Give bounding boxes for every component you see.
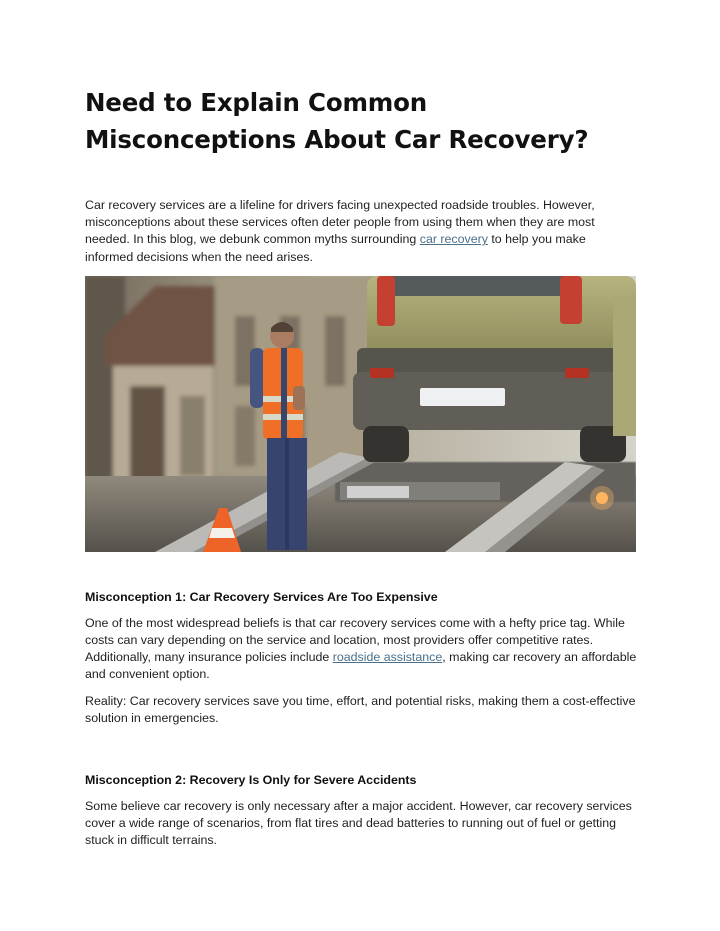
section-2-heading: Misconception 2: Recovery Is Only for Severe Accidents xyxy=(85,773,417,788)
page-title: Need to Explain Common Misconceptions About Car Recovery? xyxy=(85,88,589,154)
section-2-body: Some believe car recovery is only necessary after a major accident. However, car recovery services cover a wide range of scenarios, from flat tires and dead batteries to running out of fuel or getting stuck in difficult terrains. xyxy=(85,799,632,848)
section-1-heading: Misconception 1: Car Recovery Services Are Too Expensive xyxy=(85,589,438,604)
intro-paragraph xyxy=(85,197,637,266)
car-recovery-link[interactable]: car recovery xyxy=(419,232,488,247)
tow-truck-photo-icon xyxy=(85,276,636,552)
roadside-assistance-link[interactable]: roadside assistance xyxy=(332,650,443,665)
section-1-reality: Reality: Car recovery services save you time, effort, and potential risks, making them a cost-effective solution in emergencies. xyxy=(85,693,636,725)
intro-text-start: Car recovery services are a lifeline for drivers facing unexpected roadside troubles. However, misconceptions about these services often deter people from using them when they are most needed. In this blog, we debunk common myths surrounding xyxy=(85,198,595,247)
section-1-body xyxy=(85,615,637,684)
section-1-text-start: One of the most widespread beliefs is that car recovery services come with a hefty price tag. While costs can vary depending on the service and location, most providers offer competitive rates. Additionally, many insurance policies include xyxy=(85,615,625,665)
article xyxy=(85,84,637,850)
intro-text-end: to help you make informed decisions when the need arises. xyxy=(85,232,586,264)
hero-image xyxy=(85,276,636,552)
section-1-text-end: , making car recovery an affordable and convenient option. xyxy=(85,650,637,682)
